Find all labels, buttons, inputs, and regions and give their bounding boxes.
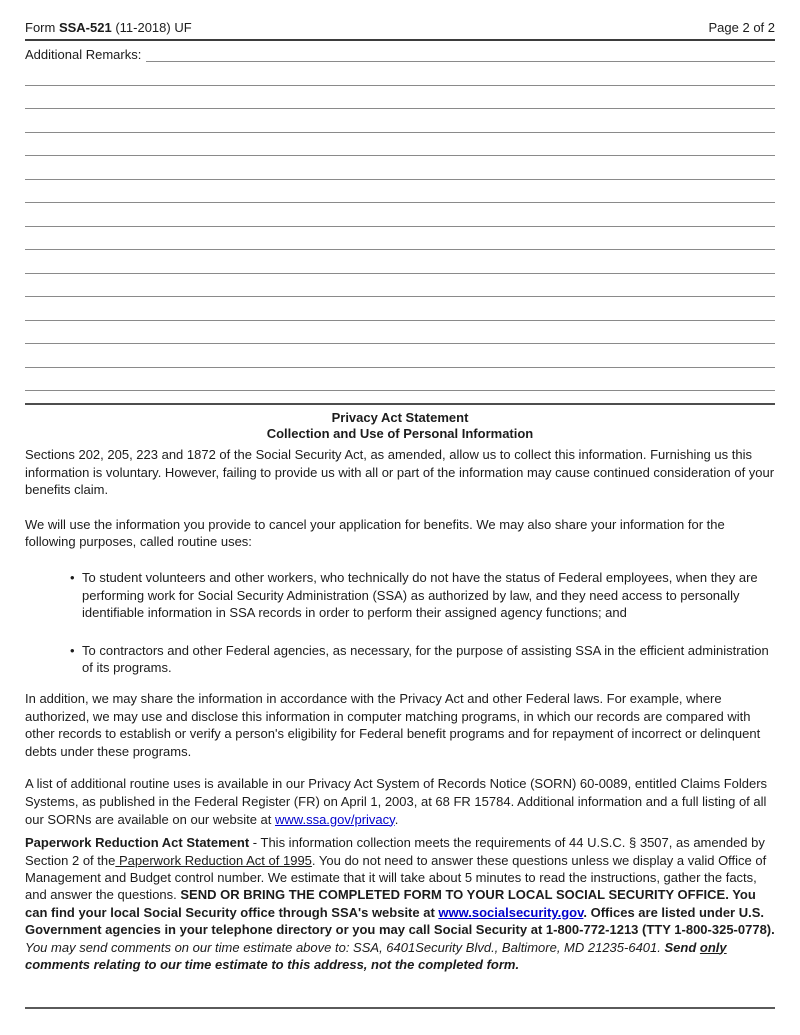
bullet-text: To contractors and other Federal agencies, as necessary, for the purpose of assisting SSA in the efficient administration of its programs. bbox=[82, 642, 769, 676]
routine-use-bullet-2 bbox=[25, 642, 775, 677]
remarks-ruled-line bbox=[25, 109, 775, 133]
remarks-ruled-line bbox=[25, 156, 775, 180]
form-suffix: (11-2018) UF bbox=[111, 20, 192, 35]
section-divider bbox=[25, 403, 775, 405]
paperwork-text: . You do not need to answer these questions unless we display a valid Office of Management and Budget control number. We estimate that it will take about 5 minutes to read the instructions, gather the facts, and answer the questions. bbox=[25, 852, 767, 903]
paperwork-only-note: Send bbox=[664, 939, 700, 955]
remarks-ruled-line bbox=[25, 321, 775, 345]
remarks-ruled-line bbox=[25, 297, 775, 321]
remarks-ruled-line bbox=[25, 133, 775, 157]
routine-use-bullet-1 bbox=[25, 569, 775, 622]
bullet-icon: • bbox=[70, 642, 75, 658]
remarks-ruled-line bbox=[25, 250, 775, 274]
socialsecurity-gov-link[interactable]: www.socialsecurity.gov bbox=[438, 904, 584, 920]
paperwork-reduction-statement bbox=[25, 834, 775, 973]
additional-remarks-row bbox=[25, 46, 775, 62]
remarks-ruled-line bbox=[25, 274, 775, 298]
remarks-ruled-line bbox=[25, 180, 775, 204]
paperwork-only-note: comments relating to our time estimate to this address, not the completed form. bbox=[25, 956, 520, 972]
page-indicator: Page 2 of 2 bbox=[708, 20, 775, 35]
privacy-paragraph-3: In addition, we may share the information in accordance with the Privacy Act and other Federal laws. For example, where authorized, we may use and disclose this information in computer matching programs, in which our records are compared with other records to establish or verify a person's eligibility for Federal benefit programs and for repayment of incorrect or delinquent debts under these programs. bbox=[25, 690, 761, 759]
page-header bbox=[25, 0, 775, 35]
privacy-paragraph-2: We will use the information you provide to cancel your application for benefits. We may also share your information for the following purposes, called routine uses: bbox=[25, 516, 725, 550]
privacy-act-subtitle: Collection and Use of Personal Information bbox=[266, 426, 534, 441]
additional-remarks-label: Additional Remarks: bbox=[25, 47, 142, 62]
privacy-paragraph-1: Sections 202, 205, 223 and 1872 of the Social Security Act, as amended, allow us to collect this information. Furnishing us this information is voluntary. However, failing to provide us with all or part of the information may cause continued consideration of your benefits claim. bbox=[25, 447, 775, 498]
paperwork-bold-notice: . Offices are listed under U.S. Government agencies in your telephone directory or you may call Social Security at 1-800-772-1213 (TTY 1-800-325-0778). bbox=[25, 904, 775, 938]
ssa-privacy-link[interactable]: www.ssa.gov/privacy bbox=[275, 811, 395, 827]
paperwork-only-underlined: only bbox=[699, 939, 727, 955]
paperwork-bold-notice: SEND OR BRING THE COMPLETED FORM TO YOUR LOCAL SOCIAL SECURITY OFFICE. You can find your local Social Security office through SSA's website at bbox=[25, 887, 756, 920]
header-divider bbox=[25, 39, 775, 41]
privacy-act-title: Privacy Act Statement bbox=[331, 410, 469, 425]
form-identifier bbox=[25, 20, 192, 35]
form-number: SSA-521 bbox=[58, 20, 112, 35]
remarks-ruled-line bbox=[25, 203, 775, 227]
remarks-ruled-line bbox=[25, 344, 775, 368]
paperwork-comments-note: You may send comments on our time estimate above to: SSA, 6401Security Blvd., Baltimore, MD 21235-6401. bbox=[25, 939, 665, 955]
bullet-icon: • bbox=[70, 569, 75, 585]
bullet-text: To student volunteers and other workers, who technically do not have the status of Federal employees, when they are performing work for Social Security Administration (SSA) as authorized by law, and they need access to personally identifiable information in SSA records in order to perform their assigned agency functions; and bbox=[82, 569, 758, 621]
paragraph-text: . bbox=[394, 811, 399, 827]
paperwork-text: - This information collection meets the requirements of 44 U.S.C. § 3507, as amended by Section 2 of the bbox=[25, 835, 765, 868]
form-prefix: Form bbox=[25, 20, 59, 35]
remarks-write-line bbox=[146, 46, 775, 62]
paperwork-label: Paperwork Reduction Act Statement bbox=[25, 835, 250, 851]
paragraph-text: A list of additional routine uses is available in our Privacy Act System of Records Notice (SORN) 60-0089, entitled Claims Folders Systems, as published in the Federal Register (FR) on April 1, 2003, at 68 FR 15784. Additional information and a full listing of all our SORNs are available on our website at bbox=[25, 776, 768, 827]
privacy-paragraph-4 bbox=[25, 775, 775, 828]
paperwork-act-underlined: Paperwork Reduction Act of 1995 bbox=[115, 852, 312, 868]
remarks-ruled-line bbox=[25, 86, 775, 110]
remarks-lines bbox=[25, 62, 775, 391]
remarks-ruled-line bbox=[25, 368, 775, 392]
remarks-ruled-line bbox=[25, 227, 775, 251]
bottom-divider bbox=[25, 1007, 775, 1009]
remarks-ruled-line bbox=[25, 62, 775, 86]
